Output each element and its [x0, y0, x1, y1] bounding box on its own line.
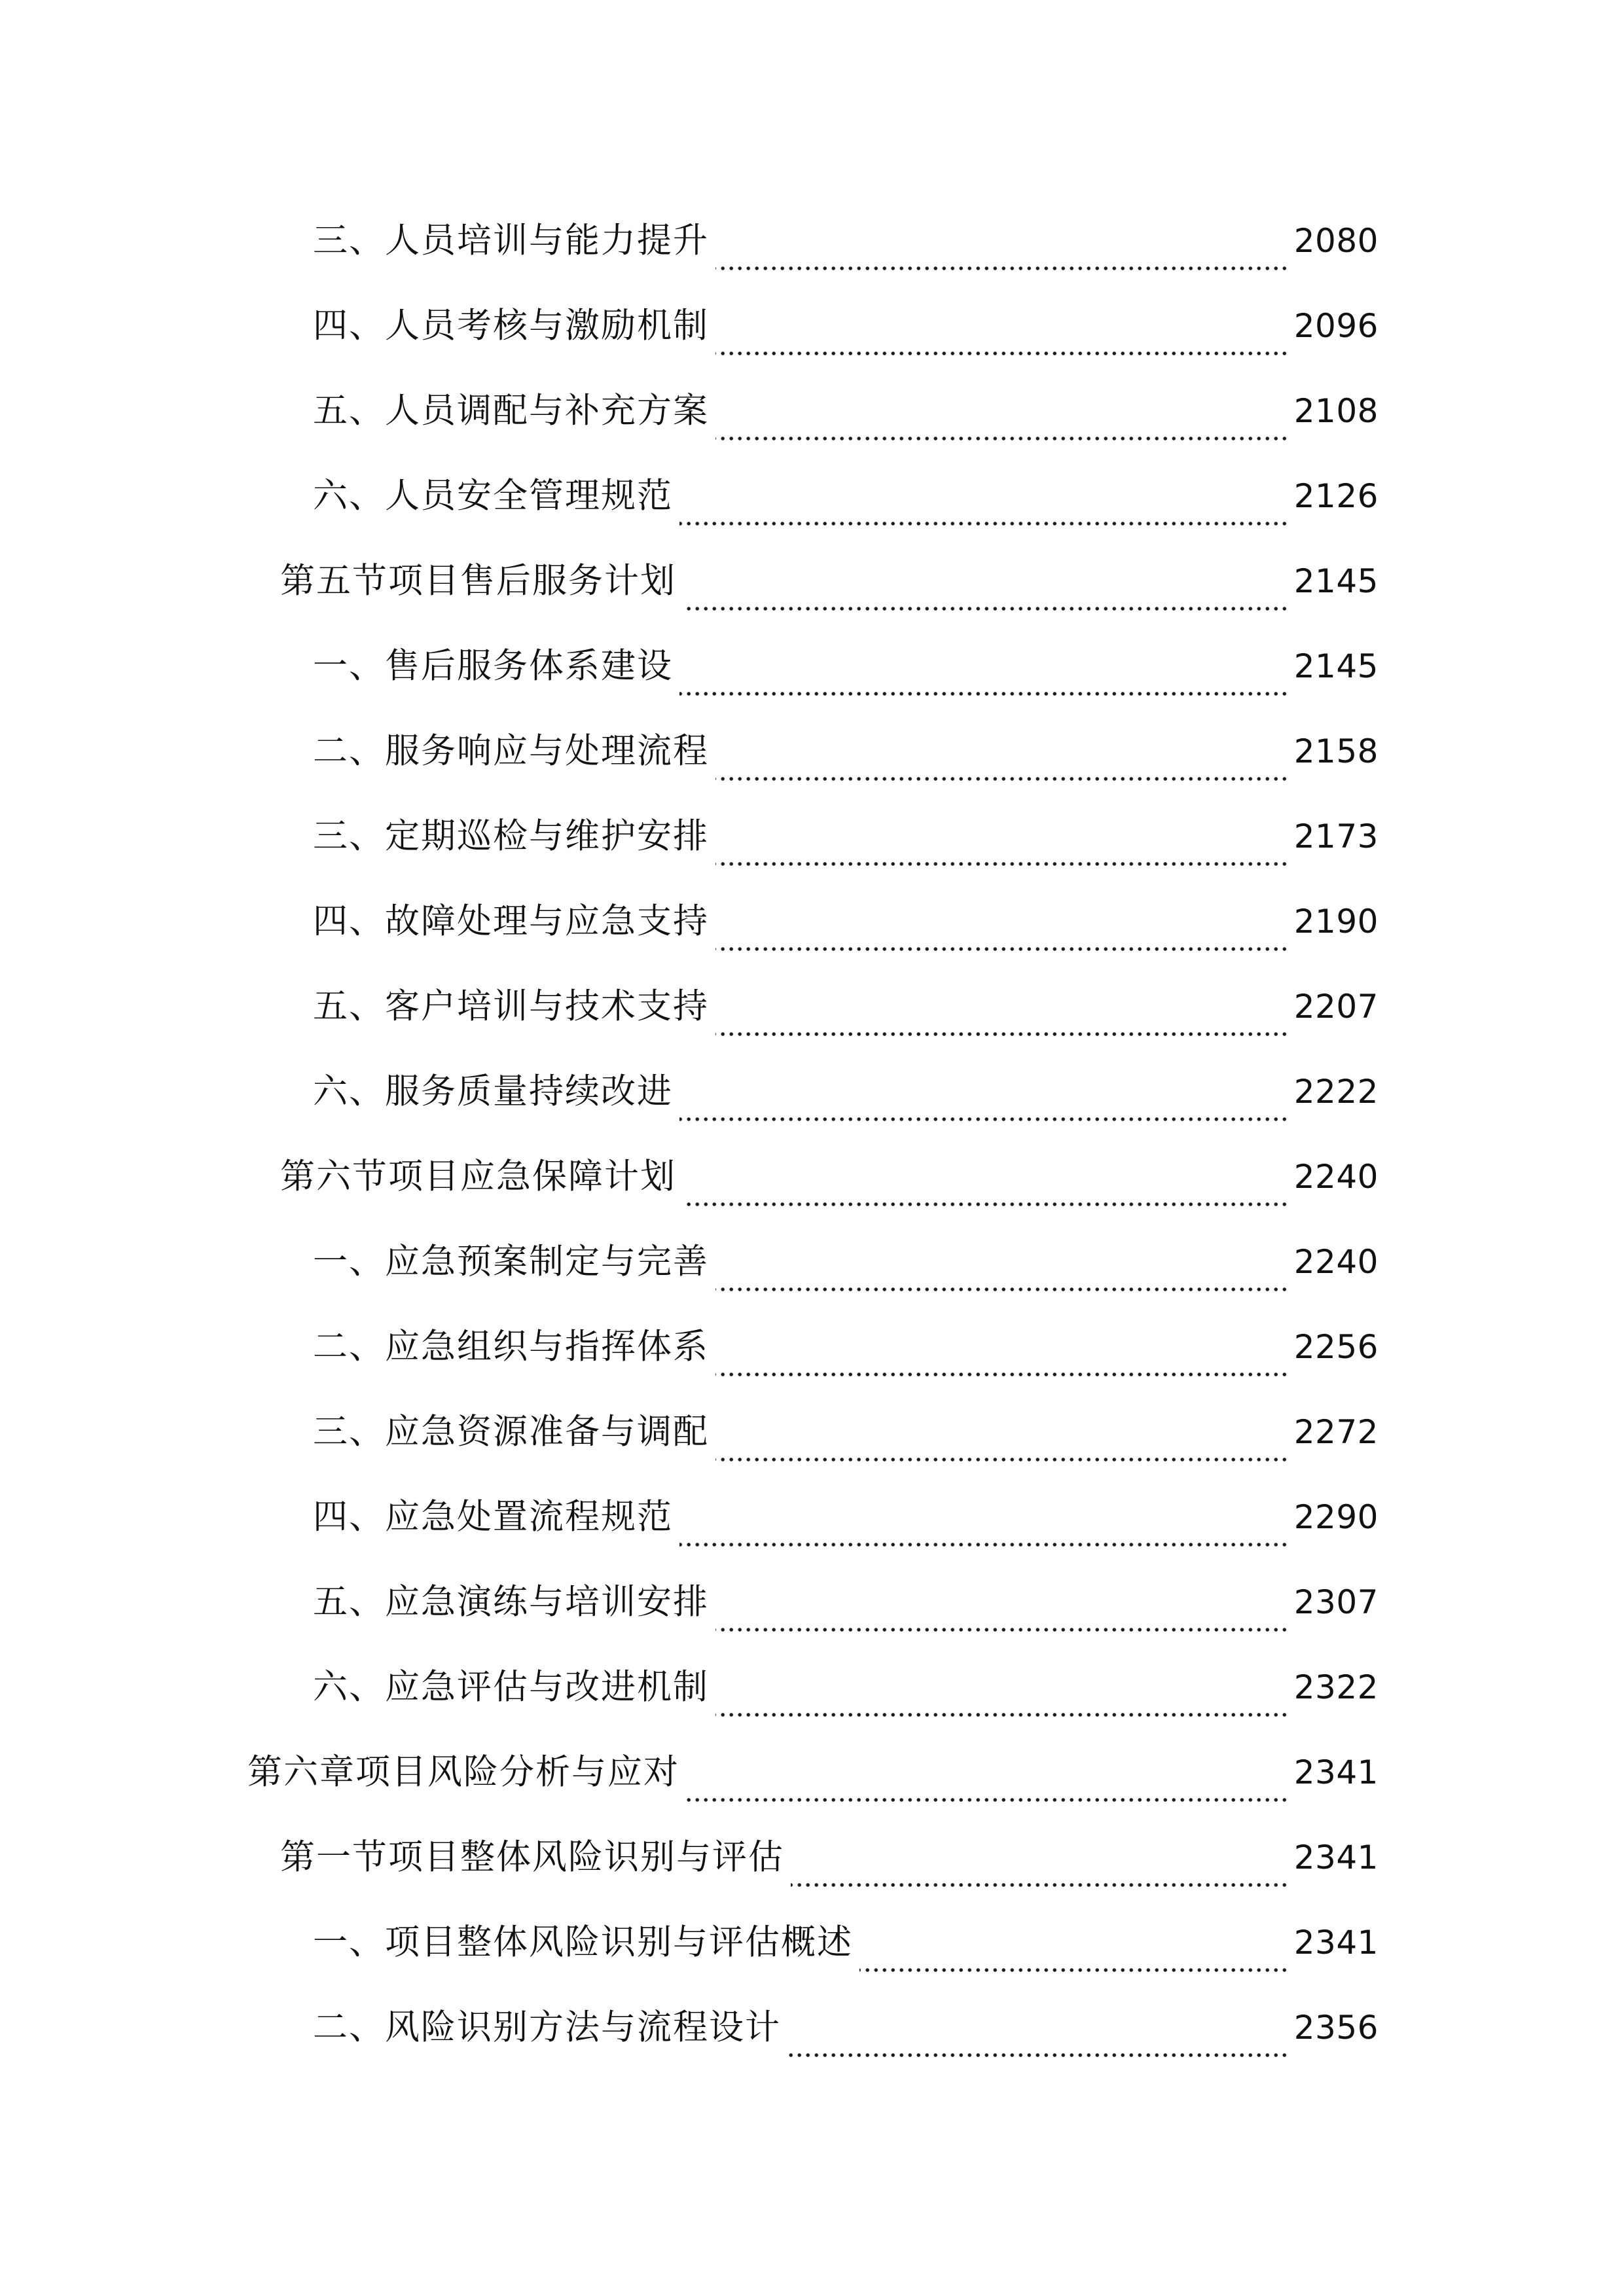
toc-page-number: 2322: [1293, 1668, 1379, 1706]
toc-entry-title: 三、定期巡检与维护安排: [313, 816, 709, 856]
dot-leader: [679, 521, 1289, 526]
toc-page-number: 2145: [1293, 647, 1379, 685]
toc-page-number: 2158: [1293, 732, 1379, 770]
toc-entry-title: 三、人员培训与能力提升: [313, 221, 709, 260]
toc-entry-title: 第一节项目整体风险识别与评估: [280, 1837, 784, 1877]
toc-entry-title: 一、售后服务体系建设: [313, 646, 673, 686]
toc-entry[interactable]: [247, 1825, 1379, 1910]
toc-page-number: 2240: [1293, 1243, 1379, 1281]
toc-entry[interactable]: [247, 378, 1379, 463]
dot-leader: [715, 1287, 1289, 1292]
toc-page-number: 2240: [1293, 1158, 1379, 1196]
toc-page-number: 2108: [1293, 392, 1379, 430]
toc-page-number: 2080: [1293, 222, 1379, 260]
toc-entry[interactable]: [247, 208, 1379, 293]
toc-entry[interactable]: [247, 1314, 1379, 1399]
dot-leader: [715, 946, 1289, 952]
dot-leader: [715, 1457, 1289, 1462]
dot-leader: [679, 691, 1289, 696]
toc-entry-title: 五、人员调配与补充方案: [313, 391, 709, 431]
toc-entry-title: 第六节项目应急保障计划: [280, 1157, 676, 1196]
dot-leader: [715, 1712, 1289, 1717]
toc-page-number: 2145: [1293, 562, 1379, 600]
toc-entry[interactable]: [247, 1144, 1379, 1229]
toc-entry-title: 二、应急组织与指挥体系: [313, 1327, 709, 1367]
toc-page-number: 2096: [1293, 307, 1379, 345]
dot-leader: [715, 861, 1289, 867]
toc-page-number: 2290: [1293, 1498, 1379, 1536]
toc-page-number: 2341: [1293, 1839, 1379, 1876]
toc-page-number: 2190: [1293, 903, 1379, 941]
toc-page-number: 2272: [1293, 1413, 1379, 1451]
dot-leader: [715, 266, 1289, 271]
toc-entry[interactable]: [247, 1399, 1379, 1484]
dot-leader: [679, 1542, 1289, 1547]
dot-leader: [791, 1882, 1289, 1888]
toc-entry-title: 六、人员安全管理规范: [313, 476, 673, 516]
toc-page-number: 2356: [1293, 2009, 1379, 2047]
toc-entry-title: 三、应急资源准备与调配: [313, 1412, 709, 1452]
toc-entry[interactable]: [247, 804, 1379, 889]
toc-page-number: 2126: [1293, 477, 1379, 515]
toc-entry-title: 五、应急演练与培训安排: [313, 1582, 709, 1622]
toc-entry[interactable]: [247, 1995, 1379, 2080]
toc-entry[interactable]: [247, 293, 1379, 378]
toc-entry[interactable]: [247, 974, 1379, 1059]
toc-entry[interactable]: [247, 1059, 1379, 1144]
toc-entry-title: 四、人员考核与激励机制: [313, 306, 709, 346]
toc-entry[interactable]: [247, 1655, 1379, 1740]
dot-leader: [686, 1797, 1289, 1803]
toc-entry[interactable]: [247, 463, 1379, 548]
dot-leader: [859, 1967, 1289, 1973]
toc-entry-title: 六、服务质量持续改进: [313, 1071, 673, 1111]
toc-entry-title: 二、服务响应与处理流程: [313, 731, 709, 771]
dot-leader: [715, 1372, 1289, 1377]
table-of-contents: [247, 208, 1379, 2080]
toc-entry-title: 一、项目整体风险识别与评估概述: [313, 1922, 853, 1962]
dot-leader: [683, 1202, 1289, 1207]
dot-leader: [787, 2053, 1289, 2058]
dot-leader: [715, 436, 1289, 441]
toc-entry[interactable]: [247, 889, 1379, 974]
dot-leader: [715, 1627, 1289, 1632]
toc-entry[interactable]: [247, 1484, 1379, 1570]
toc-entry[interactable]: [247, 1740, 1379, 1825]
toc-page-number: 2173: [1293, 817, 1379, 855]
toc-entry-title: 四、故障处理与应急支持: [313, 901, 709, 941]
toc-entry[interactable]: [247, 1229, 1379, 1314]
dot-leader: [715, 351, 1289, 356]
toc-entry[interactable]: [247, 548, 1379, 634]
toc-entry[interactable]: [247, 719, 1379, 804]
toc-page-number: 2222: [1293, 1073, 1379, 1111]
dot-leader: [715, 776, 1289, 781]
toc-entry-title: 第六章项目风险分析与应对: [247, 1752, 679, 1792]
toc-entry[interactable]: [247, 1570, 1379, 1655]
toc-entry-title: 四、应急处置流程规范: [313, 1497, 673, 1537]
dot-leader: [683, 606, 1289, 611]
toc-entry[interactable]: [247, 634, 1379, 719]
toc-entry-title: 一、应急预案制定与完善: [313, 1242, 709, 1282]
toc-page-number: 2256: [1293, 1328, 1379, 1366]
toc-page-number: 2341: [1293, 1924, 1379, 1962]
toc-entry-title: 六、应急评估与改进机制: [313, 1667, 709, 1707]
toc-page-number: 2207: [1293, 988, 1379, 1026]
toc-entry-title: 第五节项目售后服务计划: [280, 561, 676, 601]
dot-leader: [679, 1117, 1289, 1122]
toc-entry-title: 五、客户培训与技术支持: [313, 986, 709, 1026]
toc-page-number: 2341: [1293, 1753, 1379, 1791]
toc-page-number: 2307: [1293, 1583, 1379, 1621]
toc-entry[interactable]: [247, 1910, 1379, 1995]
toc-entry-title: 二、风险识别方法与流程设计: [313, 2007, 781, 2047]
dot-leader: [715, 1031, 1289, 1037]
